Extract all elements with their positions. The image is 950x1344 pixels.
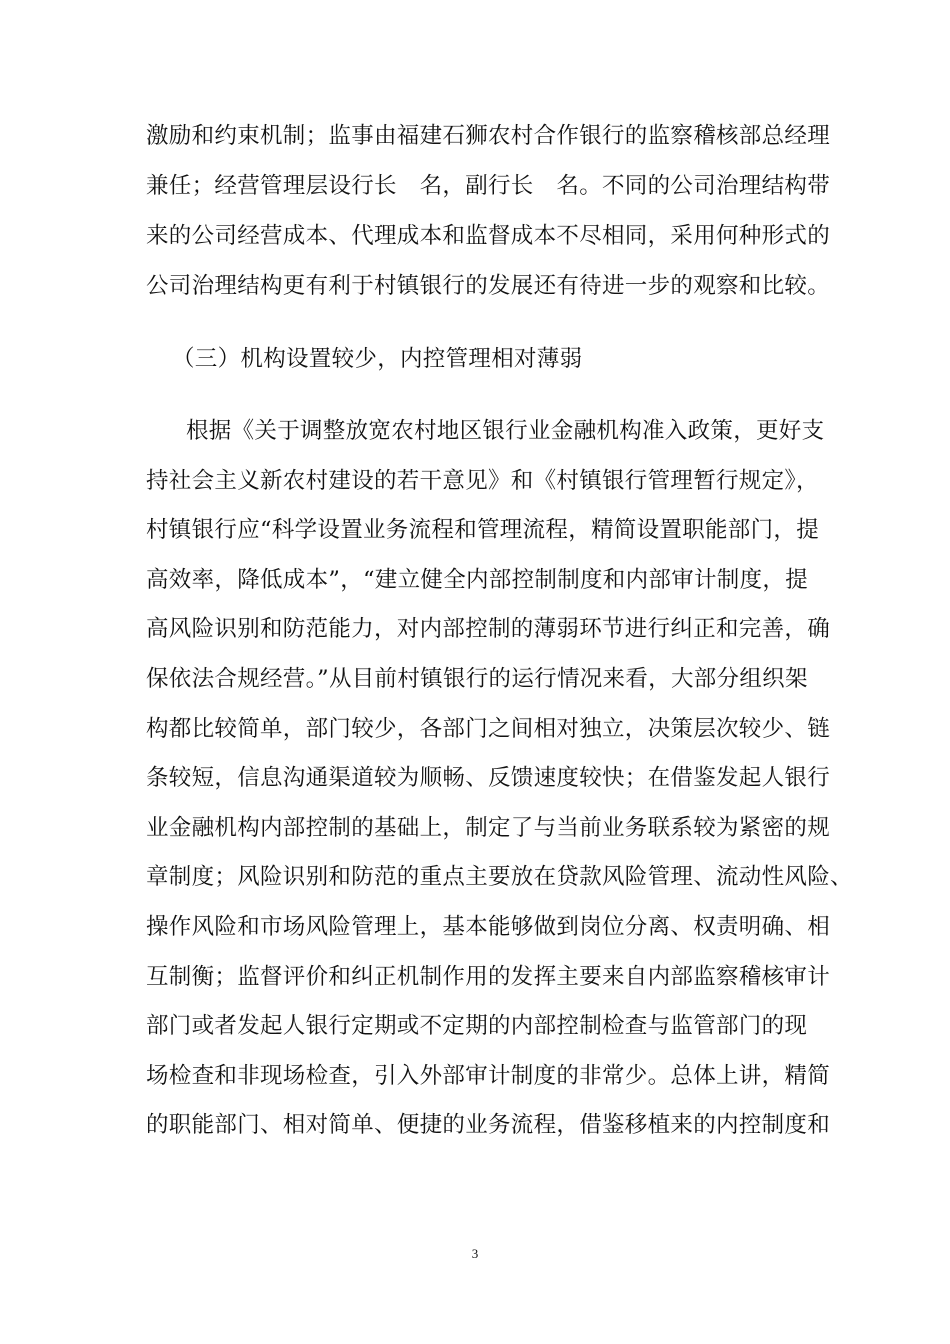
paragraph-line: 条较短，信息沟通渠道较为顺畅、反馈速度较快；在借鉴发起人银行 xyxy=(146,765,831,791)
paragraph-line: 公司治理结构更有利于村镇银行的发展还有待进一步的观察和比较。 xyxy=(146,273,831,299)
paragraph-line: 激励和约束机制；监事由福建石狮农村合作银行的监察稽核部总经理 xyxy=(146,123,831,149)
paragraph-line: 互制衡；监督评价和纠正机制作用的发挥主要来自内部监察稽核审计 xyxy=(146,964,831,990)
paragraph-line: 持社会主义新农村建设的若干意见》和《村镇银行管理暂行规定》， xyxy=(146,468,819,494)
paragraph-line: 兼任；经营管理层设行长 名，副行长 名。不同的公司治理结构带 xyxy=(146,173,831,199)
paragraph-line: 场检查和非现场检查，引入外部审计制度的非常少。总体上讲，精简 xyxy=(146,1063,831,1089)
paragraph-line: 构都比较简单，部门较少，各部门之间相对独立，决策层次较少、链 xyxy=(146,716,831,742)
paragraph-line: 的职能部门、相对简单、便捷的业务流程，借鉴移植来的内控制度和 xyxy=(146,1112,831,1138)
section-heading: （三）机构设置较少，内控管理相对薄弱 xyxy=(172,346,583,372)
page-number: 3 xyxy=(471,1246,479,1261)
paragraph-line: 保依法合规经营。”从目前村镇银行的运行情况来看，大部分组织架 xyxy=(146,666,808,692)
paragraph-line: 部门或者发起人银行定期或不定期的内部控制检查与监管部门的现 xyxy=(146,1013,808,1039)
paragraph-line: 章制度；风险识别和防范的重点主要放在贷款风险管理、流动性风险、 xyxy=(146,864,853,890)
paragraph-line: 操作风险和市场风险管理上，基本能够做到岗位分离、权责明确、相 xyxy=(146,914,831,940)
paragraph-line: 根据《关于调整放宽农村地区银行业金融机构准入政策，更好支 xyxy=(186,418,825,444)
paragraph-line: 高风险识别和防范能力，对内部控制的薄弱环节进行纠正和完善，确 xyxy=(146,616,831,642)
paragraph-line: 村镇银行应“科学设置业务流程和管理流程，精简设置职能部门，提 xyxy=(146,517,820,543)
paragraph-line: 来的公司经营成本、代理成本和监督成本不尽相同，采用何种形式的 xyxy=(146,223,831,249)
paragraph-line: 业金融机构内部控制的基础上，制定了与当前业务联系较为紧密的规 xyxy=(146,815,831,841)
paragraph-line: 高效率，降低成本”，“建立健全内部控制制度和内部审计制度，提 xyxy=(146,567,809,593)
